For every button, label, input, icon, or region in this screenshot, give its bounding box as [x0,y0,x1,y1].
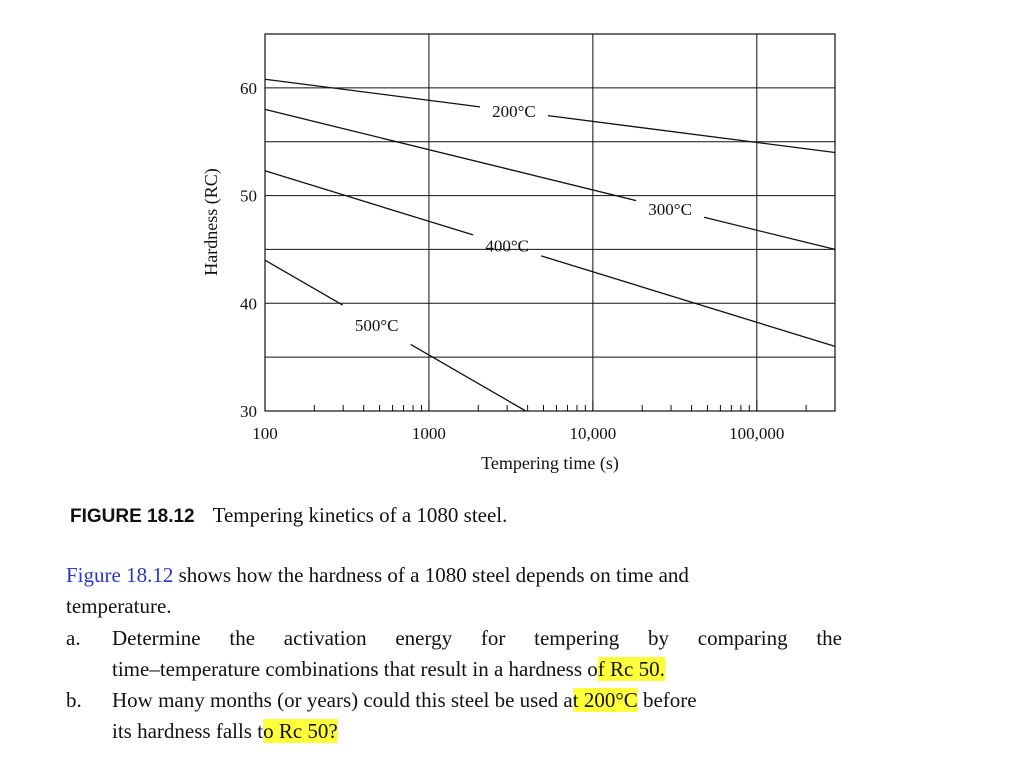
y-axis-title: Hardness (RC) [201,168,221,276]
question-b-line2 [112,719,338,743]
series-line-segment [265,260,343,305]
series-300c [265,109,835,249]
intro-paragraph [66,560,846,622]
series-line-segment [541,256,835,347]
question-b-letter: b. [66,688,82,712]
question-b-line1-end: before [637,688,697,712]
series-line-segment [548,116,835,153]
series-label: 300°C [648,199,692,219]
figure-reference-link[interactable]: Figure 18.12 [66,563,174,587]
paragraph-line2: temperature. [66,594,172,618]
x-tick-label-1000: 1000 [411,424,446,443]
axis-labels [240,79,784,443]
question-a-line1: Determine the activation energy for tempering by comparing the [112,626,842,650]
highlight-200c: t 200°C [572,688,638,712]
caption-text: Tempering kinetics of a 1080 steel. [212,503,508,527]
y-tick-label-40: 40 [240,294,257,314]
series-label: 200°C [492,102,536,122]
question-b-line1-text: How many months (or years) could this steel be used a [112,688,573,712]
question-a-letter: a. [66,626,81,650]
series-line-segment [265,109,636,200]
highlight-rc50-question: o Rc 50? [263,719,338,743]
series-400c [265,171,835,347]
figure-caption [70,503,507,528]
y-tick-label-30: 30 [240,402,257,421]
highlight-rc50: f Rc 50. [597,657,665,681]
series-line-segment [411,344,526,411]
series-line-segment [265,171,473,235]
series-lines [265,79,835,411]
question-a-line2-text: time–temperature combinations that result in a hardness o [112,657,598,681]
series-label: 500°C [354,315,399,335]
question-b-line1 [112,688,697,712]
figure-number: FIGURE 18.12 [70,506,195,527]
axis-ticks [265,401,835,411]
series-label: 400°C [485,236,529,256]
series-line-segment [704,217,835,249]
y-tick-label-50: 50 [240,186,257,206]
y-tick-label-60: 60 [240,78,257,98]
x-axis-title: Tempering time (s) [481,453,619,473]
x-tick-label-100: 100 [252,424,278,443]
question-a-line2 [112,657,665,681]
x-tick-label-100000: 100,000 [729,424,785,443]
x-tick-label-10000: 10,000 [569,424,617,443]
series-line-segment [265,79,480,107]
paragraph-text: shows how the hardness of a 1080 steel depends on time and [173,563,689,587]
question-b-line2-text: its hardness falls t [112,719,264,743]
series-500c [265,260,526,411]
